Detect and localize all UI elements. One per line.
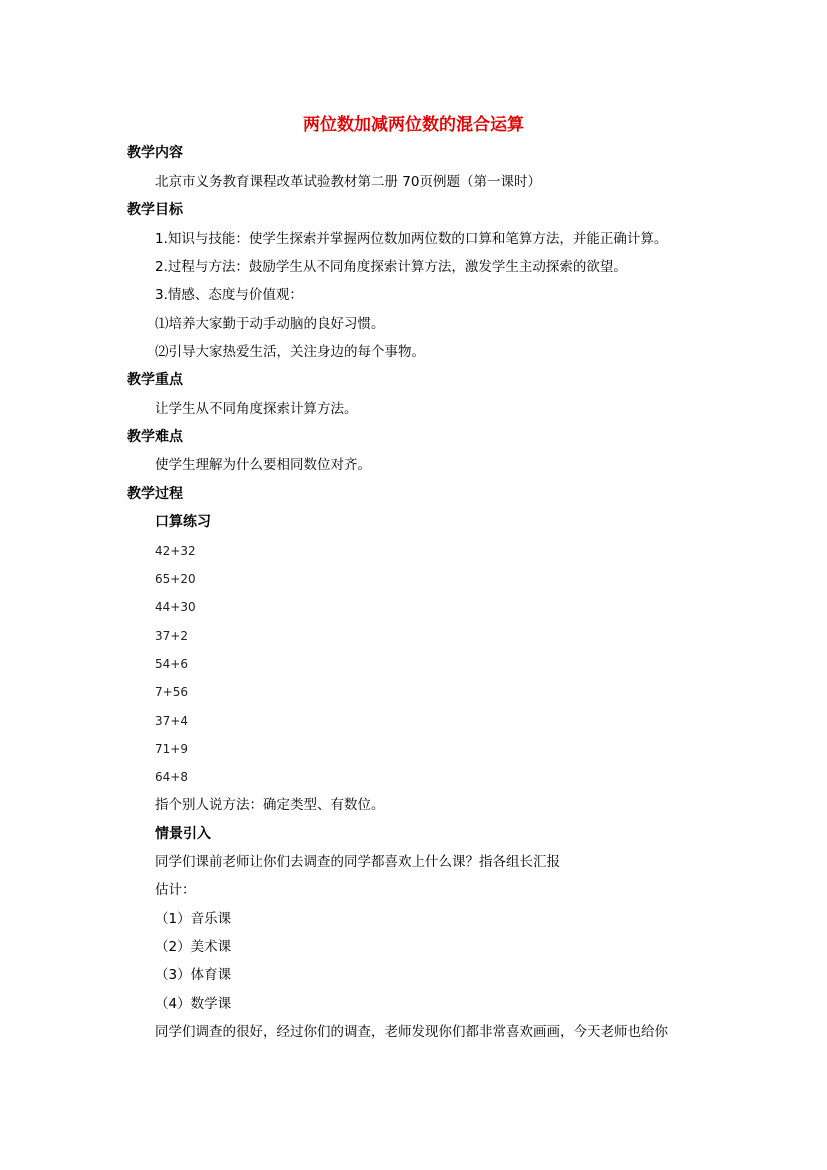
oral-item: 44+30 (155, 600, 196, 614)
course-item: （4）数学课 (155, 996, 232, 1012)
section-heading-content: 教学内容 (127, 145, 183, 161)
key-points-text: 让学生从不同角度探索计算方法。 (155, 401, 358, 417)
course-item: （1）音乐课 (155, 911, 232, 927)
section-heading-process: 教学过程 (127, 486, 183, 502)
oral-item: 64+8 (155, 770, 188, 784)
goal-item-3-1: ⑴培养大家勤于动手动脑的良好习惯。 (155, 316, 385, 332)
estimate-label: 估计： (155, 882, 196, 898)
oral-item: 7+56 (155, 685, 188, 699)
course-item: （3）体育课 (155, 967, 232, 983)
oral-item: 54+6 (155, 657, 188, 671)
closing-text: 同学们调查的很好，经过你们的调查，老师发现你们都非常喜欢画画，今天老师也给你 (155, 1024, 668, 1040)
oral-item: 71+9 (155, 742, 188, 756)
difficulty-text: 使学生理解为什么要相同数位对齐。 (155, 457, 371, 473)
section-heading-key-points: 教学重点 (127, 372, 183, 388)
course-item: （2）美术课 (155, 939, 232, 955)
scenario-heading: 情景引入 (155, 826, 211, 842)
oral-item: 37+2 (155, 629, 188, 643)
oral-practice-heading: 口算练习 (155, 514, 211, 530)
goal-item-2: 2.过程与方法：鼓励学生从不同角度探索计算方法，激发学生主动探索的欲望。 (155, 259, 627, 275)
content-text: 北京市义务教育课程改革试验教材第二册 70页例题（第一课时） (155, 174, 541, 190)
oral-item: 42+32 (155, 544, 196, 558)
section-heading-difficulty: 教学难点 (127, 429, 183, 445)
oral-item: 65+20 (155, 572, 196, 586)
goal-item-1: 1.知识与技能：使学生探索并掌握两位数加两位数的口算和笔算方法，并能正确计算。 (155, 231, 668, 247)
scenario-text: 同学们课前老师让你们去调查的同学都喜欢上什么课？指各组长汇报 (155, 854, 560, 870)
goal-item-3-2: ⑵引导大家热爱生活，关注身边的每个事物。 (155, 344, 425, 360)
document-title: 两位数加减两位数的混合运算 (303, 115, 524, 135)
section-heading-goals: 教学目标 (127, 202, 183, 218)
goal-item-3: 3.情感、态度与价值观： (155, 287, 303, 303)
oral-item: 37+4 (155, 714, 188, 728)
oral-practice-note: 指个别人说方法：确定类型、有数位。 (155, 797, 385, 813)
